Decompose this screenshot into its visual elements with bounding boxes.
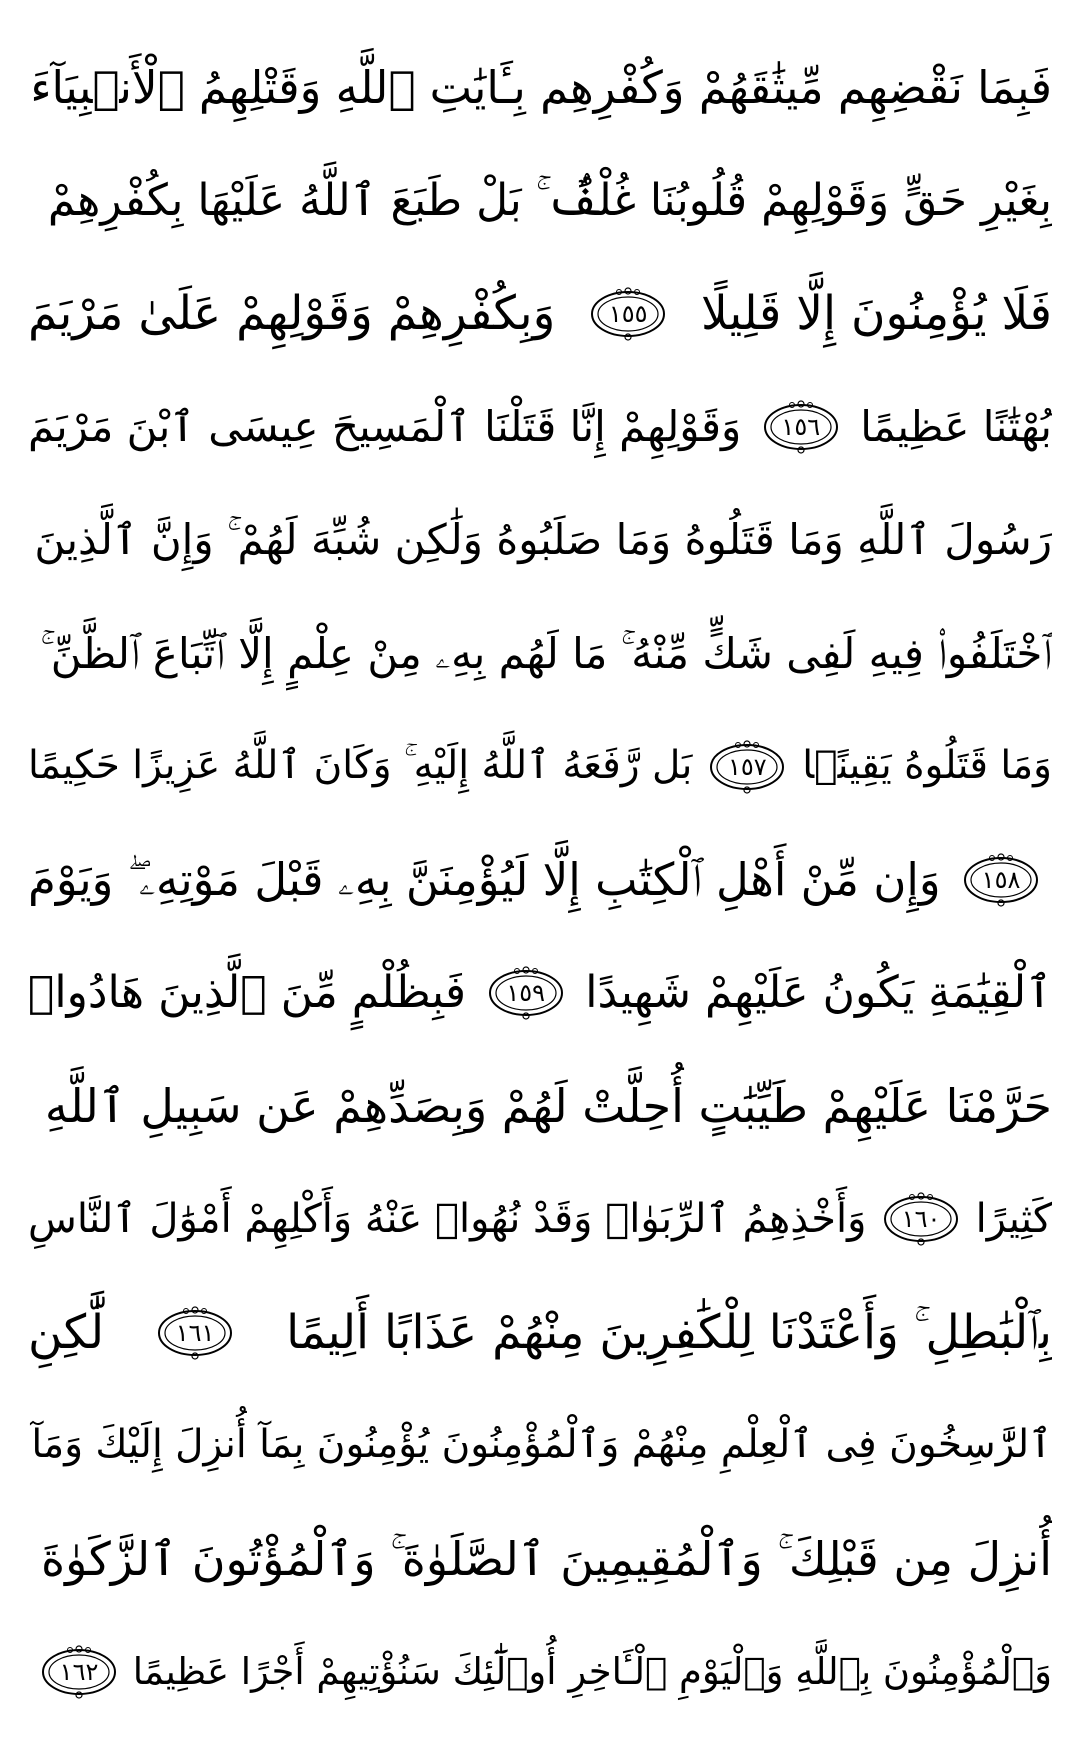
line-text: وَأَخْذِهِمُ ٱلرِّبَوٰا۟ وَقَدْ نُهُوا۟ عَنْهُ وَأَكْلِهِمْ أَمْوَٰلَ ٱلنَّاسِ: [28, 1196, 867, 1243]
verse-text-block: [28, 40, 1052, 1720]
verse-line: [28, 1398, 1052, 1494]
ayah-number: ١٦٢: [59, 1657, 99, 1686]
line-text: فَبِمَا نَقْضِهِم مِّيثَٰقَهُمْ وَكُفْرِهِم بِـَٔايَٰتِ ٱللَّهِ وَقَتْلِهِمُ ٱلْأَنۢبِيَآءَ: [30, 61, 1052, 115]
ayah-number: ١٥٨: [981, 865, 1021, 894]
verse-line: [28, 493, 1052, 589]
line-text: ٱلْقِيَٰمَةِ يَكُونُ عَلَيْهِمْ شَهِيدًا: [585, 966, 1052, 1018]
line-text: ٱلرَّٰسِخُونَ فِى ٱلْعِلْمِ مِنْهُمْ وَٱلْمُؤْمِنُونَ يُؤْمِنُونَ بِمَآ أُنزِلَ إِلَيْكَ وَمَآ: [31, 1422, 1052, 1468]
ayah-number-marker: [882, 1191, 960, 1247]
ayah-number: ١٦١: [175, 1318, 215, 1347]
verse-line: [28, 1624, 1052, 1720]
verse-line: [28, 719, 1052, 815]
verse-line: [28, 1285, 1052, 1381]
ayah-number-marker: [708, 739, 786, 795]
verse-line: [28, 1511, 1052, 1607]
line-text: بَل رَّفَعَهُ ٱللَّهُ إِلَيْهِ ۚ وَكَانَ ٱللَّهُ عَزِيزًا حَكِيمًا: [28, 743, 693, 789]
line-text: بِٱلْبَٰطِلِ ۚ وَأَعْتَدْنَا لِلْكَٰفِرِينَ مِنْهُمْ عَذَابًا أَلِيمًا: [286, 1304, 1052, 1360]
line-text: لَّٰكِنِ: [28, 1304, 105, 1360]
line-text: حَرَّمْنَا عَلَيْهِمْ طَيِّبَٰتٍ أُحِلَّتْ لَهُمْ وَبِصَدِّهِمْ عَن سَبِيلِ ٱللَّهِ: [44, 1078, 1052, 1133]
verse-line: [28, 153, 1052, 249]
line-text: وَٱلْمُؤْمِنُونَ بِٱللَّهِ وَٱلْيَوْمِ ٱلْـَٔاخِرِ أُو۟لَٰٓئِكَ سَنُؤْتِيهِمْ أَجْرًا عَظِيمًا: [132, 1649, 1052, 1693]
ayah-number-marker: [589, 286, 667, 342]
line-text: فَلَا يُؤْمِنُونَ إِلَّا قَلِيلًا: [701, 286, 1052, 342]
line-text: بِغَيْرِ حَقٍّ وَقَوْلِهِمْ قُلُوبُنَا غُلْفٌۢ ۚ بَلْ طَبَعَ ٱللَّهُ عَلَيْهَا بِكُفْرِهِمْ: [47, 174, 1052, 226]
ayah-number: ١٥٧: [728, 752, 767, 781]
ayah-number-marker: [962, 852, 1040, 908]
line-text: وَقَوْلِهِمْ إِنَّا قَتَلْنَا ٱلْمَسِيحَ عِيسَى ٱبْنَ مَرْيَمَ: [28, 402, 742, 452]
ayah-number-marker: [156, 1305, 234, 1361]
line-text: وَإِن مِّنْ أَهْلِ ٱلْكِتَٰبِ إِلَّا لَيُؤْمِنَنَّ بِهِۦ قَبْلَ مَوْتِهِۦ ۖ وَيَوْمَ: [28, 853, 941, 907]
verse-line: [28, 1058, 1052, 1154]
ayah-number: ١٥٩: [506, 979, 545, 1008]
line-text: كَثِيرًا: [975, 1196, 1052, 1243]
ayah-number-marker: [487, 965, 565, 1021]
verse-line: [28, 832, 1052, 928]
verse-line: [28, 266, 1052, 362]
ayah-number-marker: [40, 1644, 118, 1700]
verse-line: [28, 379, 1052, 475]
ayah-number-marker: [762, 399, 840, 455]
line-text: بُهْتَٰنًا عَظِيمًا: [860, 402, 1052, 452]
ayah-number: ١٥٦: [781, 413, 821, 442]
line-text: وَبِكُفْرِهِمْ وَقَوْلِهِمْ عَلَىٰ مَرْيَمَ: [28, 286, 556, 342]
verse-line: [28, 606, 1052, 702]
ayah-number: ١٦٠: [901, 1205, 941, 1234]
line-text: ٱخْتَلَفُوا۟ فِيهِ لَفِى شَكٍّ مِّنْهُ ۚ مَا لَهُم بِهِۦ مِنْ عِلْمٍ إِلَّا ٱتِّبَاعَ ٱلظَّنِّ ۚ: [40, 628, 1052, 678]
line-text: أُنزِلَ مِن قَبْلِكَ ۚ وَٱلْمُقِيمِينَ ٱلصَّلَوٰةَ ۚ وَٱلْمُؤْتُونَ ٱلزَّكَوٰةَ: [40, 1531, 1052, 1586]
verse-line: [28, 945, 1052, 1041]
verse-line: [28, 1171, 1052, 1267]
ayah-number: ١٥٥: [608, 300, 648, 329]
line-text: فَبِظُلْمٍ مِّنَ ٱلَّذِينَ هَادُوا۟: [28, 966, 467, 1018]
line-text: وَمَا قَتَلُوهُ يَقِينًۢا: [802, 743, 1052, 789]
line-text: رَسُولَ ٱللَّهِ وَمَا قَتَلُوهُ وَمَا صَلَبُوهُ وَلَٰكِن شُبِّهَ لَهُمْ ۚ وَإِنَّ ٱلَّذِينَ: [34, 515, 1052, 565]
verse-line: [28, 40, 1052, 136]
